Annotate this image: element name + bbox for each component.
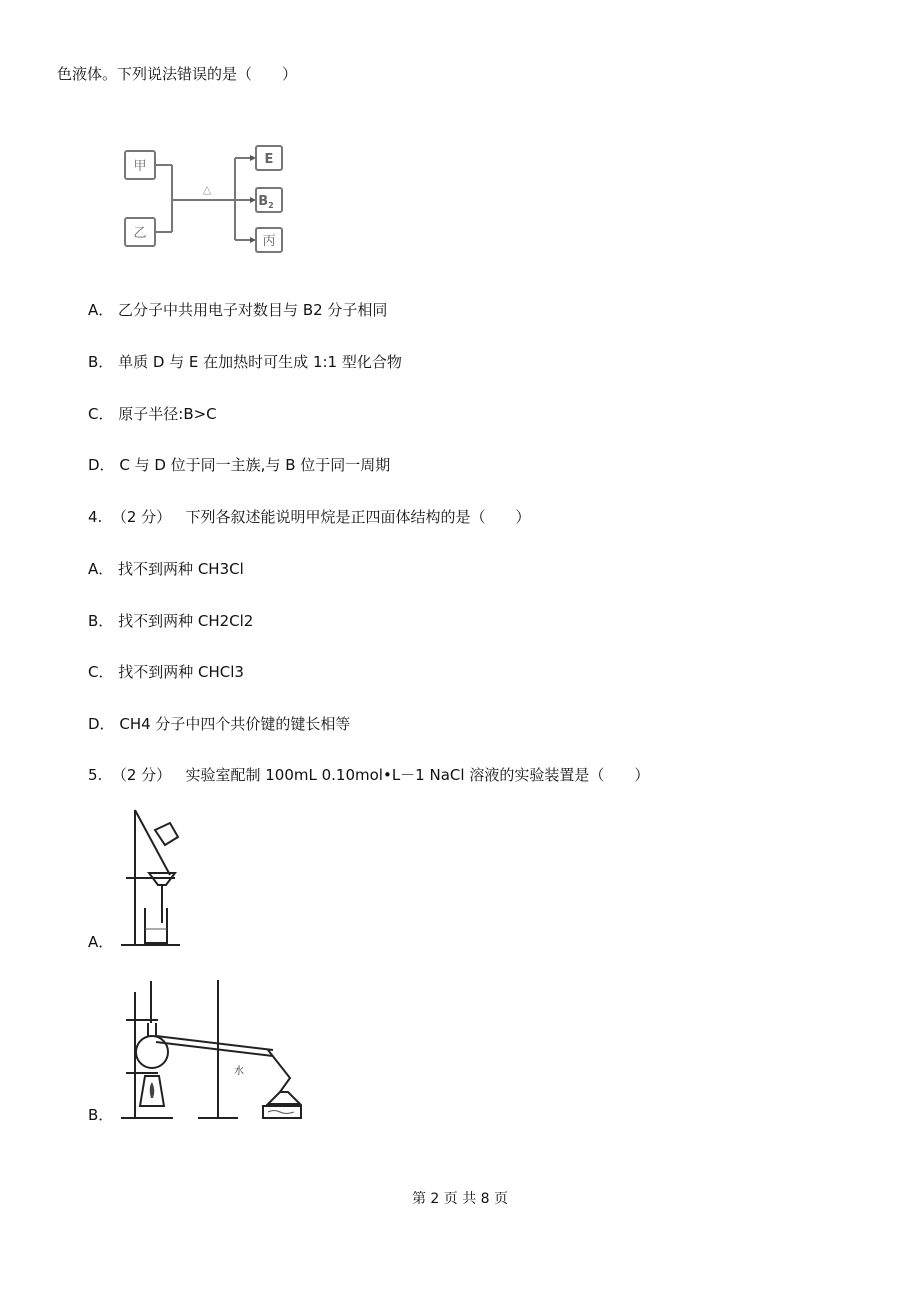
q4-option-c: C． 找不到两种 CHCl3 <box>88 663 244 681</box>
water-label: 水 <box>234 1066 244 1077</box>
q4-option-b: B． 找不到两种 CH2Cl2 <box>88 612 254 630</box>
box-yi: 乙 <box>133 226 147 241</box>
q5-option-a-label: A． <box>88 933 114 951</box>
page-footer: 第 2 页 共 8 页 <box>411 1191 509 1207</box>
q5-stem: 5. （2 分） 实验室配制 100mL 0.10mol•L－1 NaCl 溶液的实验装置是（ ） <box>88 766 650 784</box>
box-jia: 甲 <box>133 159 147 174</box>
q3-option-b: B． 单质 D 与 E 在加热时可生成 1:1 型化合物 <box>88 353 402 371</box>
q3-option-c: C． 原子半径:B>C <box>88 405 217 423</box>
q4-stem: 4. （2 分） 下列各叙述能说明甲烷是正四面体结构的是（ ） <box>88 508 531 526</box>
q4-option-a: A． 找不到两种 CH3Cl <box>88 560 244 578</box>
reaction-diagram <box>120 145 300 255</box>
heat-condition: △ <box>202 183 212 196</box>
q3-option-d: D． C 与 D 位于同一主族,与 B 位于同一周期 <box>88 456 391 474</box>
q4-option-d: D． CH4 分子中四个共价键的键长相等 <box>88 715 351 733</box>
box-e: E <box>264 152 274 167</box>
box-b2: $B_2$ <box>258 194 274 210</box>
q5-option-b-label: B． <box>88 1106 114 1124</box>
apparatus-a-figure <box>118 805 198 950</box>
apparatus-b-figure <box>118 978 308 1123</box>
q3-option-a: A． 乙分子中共用电子对数目与 B2 分子相同 <box>88 301 388 319</box>
box-bing: 丙 <box>262 234 276 249</box>
intro-line: 色液体。下列说法错误的是（ ） <box>57 65 298 83</box>
